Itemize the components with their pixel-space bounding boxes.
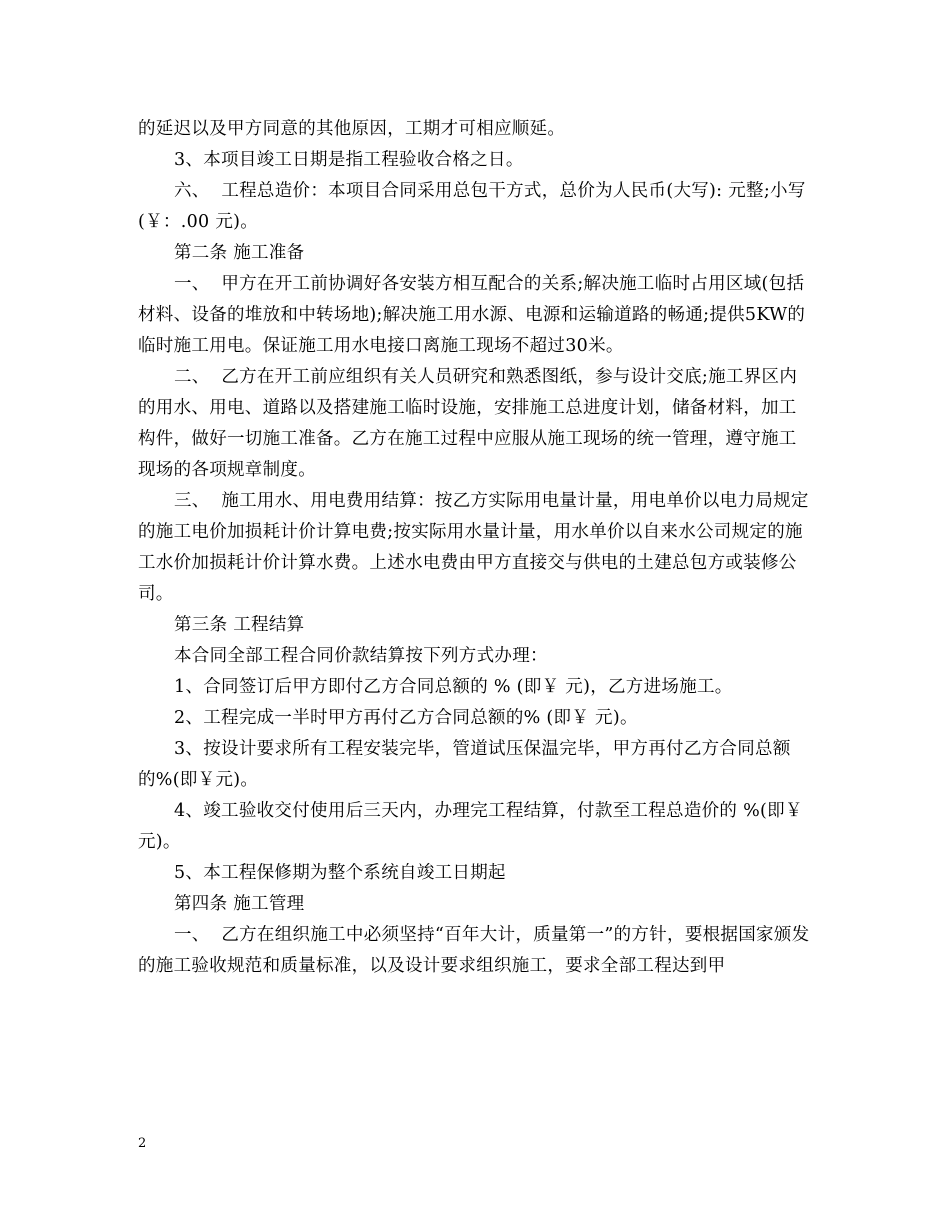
section-heading-3: 第三条 工程结算	[174, 615, 305, 635]
paragraph-14: 5、本工程保修期为整个系统自竣工日期起	[174, 863, 506, 883]
section-heading-4: 第四条 施工管理	[174, 894, 305, 914]
paragraph-3: 六、 工程总造价：本项目合同采用总包干方式，总价为人民币(大写): 元整;小写(￥：.00 元)。	[138, 181, 806, 232]
paragraph-12: 3、按设计要求所有工程安装完毕，管道试压保温完毕，甲方再付乙方合同总额的%(即￥元)。	[138, 739, 791, 790]
section-heading-2: 第二条 施工准备	[174, 243, 305, 263]
page-number: 2	[138, 1136, 147, 1151]
paragraph-2: 3、本项目竣工日期是指工程验收合格之日。	[174, 150, 524, 170]
document-body	[138, 114, 814, 982]
paragraph-13: 4、竣工验收交付使用后三天内，办理完工程结算，付款至工程总造价的 %(即￥ 元)。	[138, 801, 809, 852]
paragraph-7: 三、 施工用水、用电费用结算：按乙方实际用电量计量，用电单价以电力局规定的施工电价加损耗计价计算电费;按实际用水量计量，用水单价以自来水公司规定的施工水价加损耗计价计算水费。上述水电费由甲方直接交与供电的土建总包方或装修公司。	[138, 491, 809, 604]
paragraph-5: 一、 甲方在开工前协调好各安装方相互配合的关系;解决施工临时占用区域(包括材料、设备的堆放和中转场地);解决施工用水源、电源和运输道路的畅通;提供5KW的临时施工用电。保证施工用水电接口离施工现场不超过30米。	[138, 274, 806, 356]
paragraph-11: 2、工程完成一半时甲方再付乙方合同总额的% (即￥ 元)。	[174, 708, 638, 728]
paragraph-1: 的延迟以及甲方同意的其他原因，工期才可相应顺延。	[138, 119, 566, 139]
paragraph-9: 本合同全部工程合同价款结算按下列方式办理：	[174, 646, 548, 666]
paragraph-6: 二、 乙方在开工前应组织有关人员研究和熟悉图纸，参与设计交底;施工界区内的用水、用电、道路以及搭建施工临时设施，安排施工总进度计划，储备材料，加工构件，做好一切施工准备。乙方在施工过程中应服从施工现场的统一管理，遵守施工现场的各项规章制度。	[138, 367, 798, 480]
paragraph-16: 一、 乙方在组织施工中必须坚持“百年大计，质量第一”的方针，要根据国家颁发的施工验收规范和质量标准，以及设计要求组织施工，要求全部工程达到甲	[138, 925, 810, 976]
paragraph-10: 1、合同签订后甲方即付乙方合同总额的 % (即￥ 元)，乙方进场施工。	[174, 677, 733, 697]
